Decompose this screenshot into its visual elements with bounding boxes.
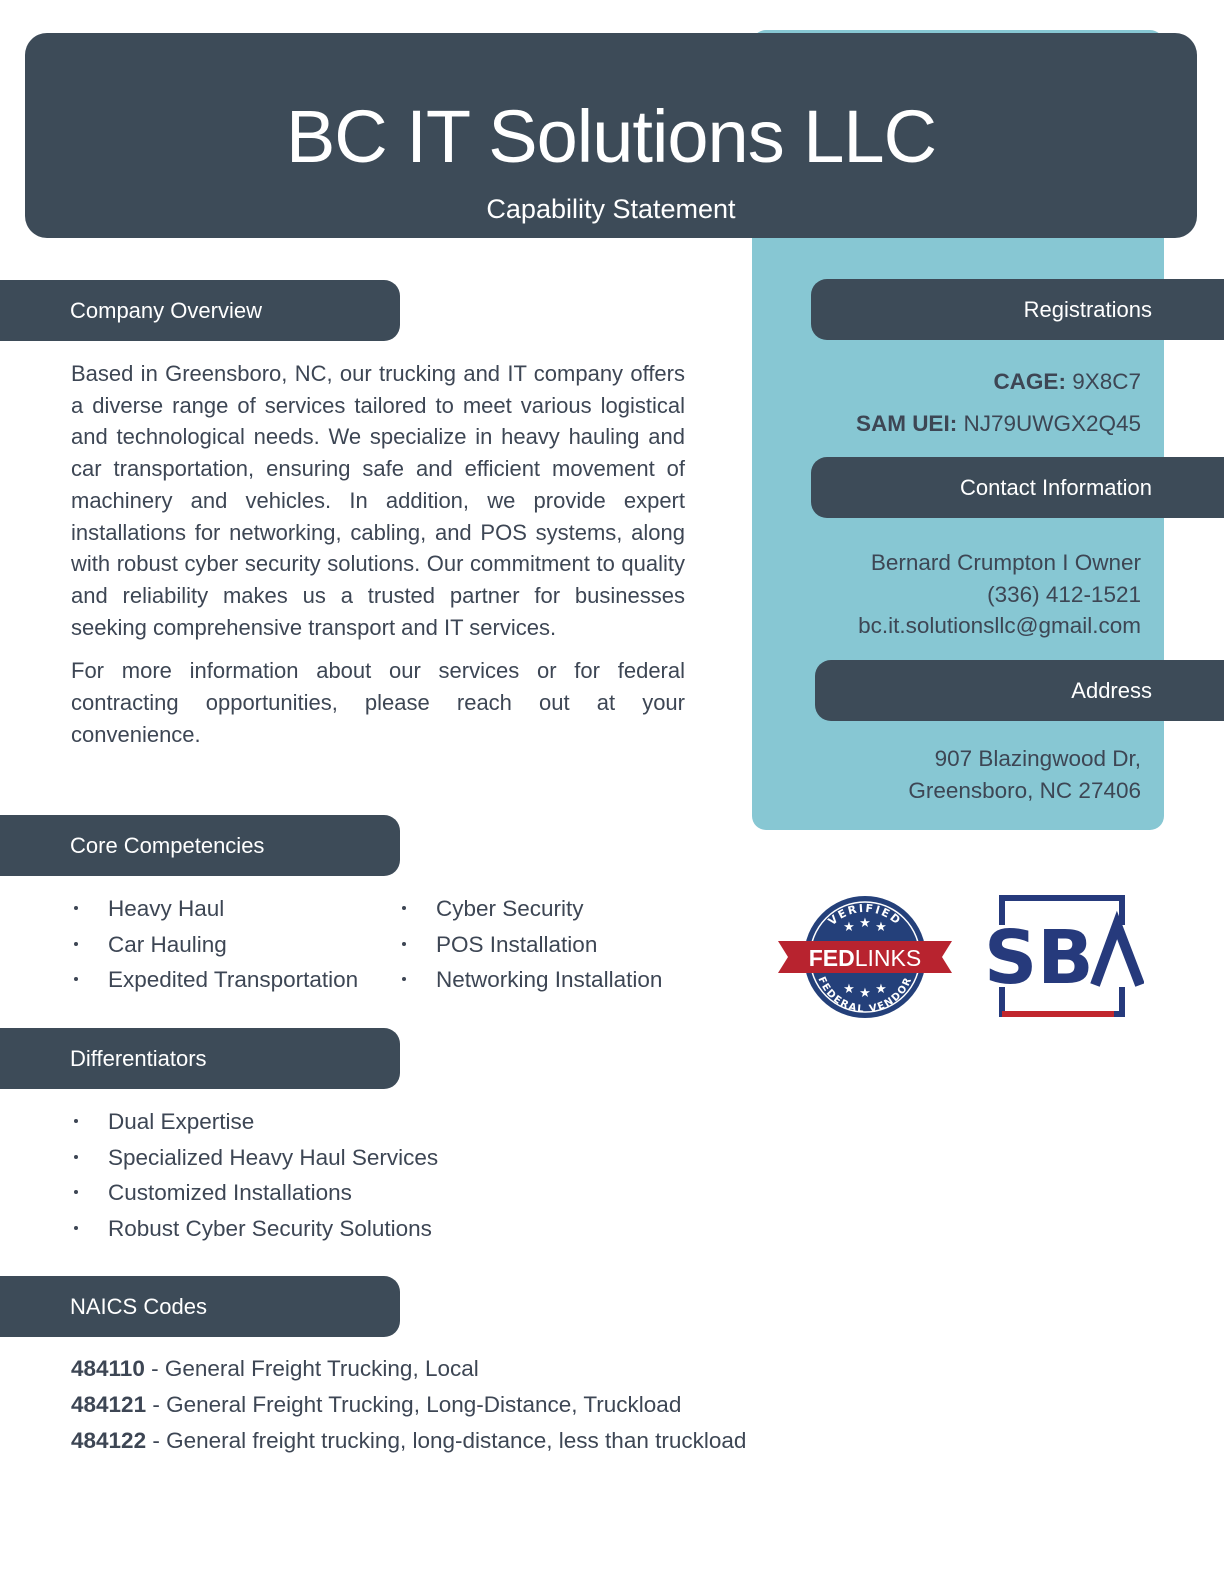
sam-label: SAM UEI: [855,411,958,436]
section-header-registrations: Registrations [811,279,1224,340]
section-header-core-competencies: Core Competencies [0,815,400,876]
address-line-1: 907 Blazingwood Dr, [934,746,1141,771]
bullet-icon [402,906,406,910]
company-title: BC IT Solutions LLC [285,95,937,178]
svg-text:★: ★ [859,916,871,931]
list-item [72,962,358,998]
cage-label: CAGE: [993,369,1066,394]
naics-description: - General freight trucking, long-distance, less than truckload [146,1427,747,1453]
badge-main-text: FEDLINKS [808,945,922,971]
list-item-label: Car Hauling [108,931,227,957]
list-item-label: Networking Installation [436,967,663,993]
list-item-label: Heavy Haul [108,896,225,921]
bullet-icon [74,906,78,910]
section-header-address: Address [815,660,1224,721]
naics-row [71,1351,746,1387]
list-item [400,891,662,927]
bullet-icon [74,1226,78,1230]
list-item [72,1140,438,1176]
overview-paragraph-1: Based in Greensboro, NC, our trucking and IT company offers a diverse range of services tailored to meet various logistical and technological needs. We specialize in heavy hauling and car transportation, ensuring safe and efficient movement of machinery and vehicles. In addition, we provide expert installations for networking, cabling, and POS systems, along with robust cyber security solutions. Our commitment to quality and reliability makes us a trusted partner for businesses seeking comprehensive transport and IT services. [71,361,685,640]
list-item-label: Robust Cyber Security Solutions [108,1215,432,1241]
core-competencies-list-1 [72,891,358,998]
svg-text:★: ★ [843,920,855,935]
page-header [25,33,1197,238]
registrations-block [856,361,1141,445]
contact-block [858,547,1141,642]
contact-phone[interactable]: (336) 412-1521 [987,581,1141,607]
naics-row [71,1423,746,1459]
cage-line [856,361,1141,403]
naics-row [71,1387,746,1423]
list-item [72,927,358,963]
badge-bottom-text: FEDERAL VENDOR [815,975,915,1016]
bullet-icon [74,977,78,981]
list-item-label: POS Installation [436,931,598,957]
section-header-contact: Contact Information [811,457,1224,518]
cage-value: 9X8C7 [1065,369,1141,394]
contact-email[interactable]: bc.it.solutionsllc@gmail.com [858,613,1141,639]
naics-code: 484110 [71,1356,145,1381]
list-item [400,962,662,998]
overview-paragraph-2: For more information about our services or for federal contracting opportunities, please reach out at your convenience. [71,658,685,747]
section-header-differentiators: Differentiators [0,1028,400,1089]
list-item-label: Customized Installations [108,1180,352,1206]
sba-logo-icon [982,895,1144,1021]
differentiators-list [72,1104,438,1246]
contact-name: Bernard Crumpton I Owner [870,550,1141,575]
list-item-label: Dual Expertise [108,1109,255,1134]
overview-text [71,358,685,762]
svg-text:★: ★ [875,982,887,997]
sam-value: NJ79UWGX2Q45 [957,411,1141,436]
badge-top-text: VERIFIED [825,901,905,929]
sam-line [856,403,1141,445]
document-subtitle: Capability Statement [486,194,736,224]
bullet-icon [74,1155,78,1159]
bullet-icon [402,942,406,946]
naics-description: - General Freight Trucking, Long-Distance, Truckload [146,1391,682,1417]
svg-text:★: ★ [859,986,871,1001]
list-item-label: Specialized Heavy Haul Services [108,1144,439,1170]
bullet-icon [402,977,406,981]
address-line-2: Greensboro, NC 27406 [908,777,1141,803]
bullet-icon [74,1190,78,1194]
svg-text:★: ★ [843,982,855,997]
fedlinks-verified-badge-icon [776,893,954,1023]
address-block [908,743,1141,806]
list-item [72,1104,438,1140]
list-item [400,927,662,963]
bullet-icon [74,942,78,946]
list-item [72,891,358,927]
naics-code: 484121 [71,1391,147,1417]
sba-a-mark [1095,925,1140,985]
sba-letters: SB [984,915,1094,1001]
list-item [72,1211,438,1247]
naics-codes-list [71,1351,746,1458]
svg-text:★: ★ [875,920,887,935]
list-item [72,1175,438,1211]
naics-description: - General Freight Trucking, Local [144,1356,479,1381]
section-header-overview: Company Overview [0,280,400,341]
core-competencies-list-2 [400,891,662,998]
naics-code: 484122 [71,1427,147,1453]
bullet-icon [74,1119,78,1123]
section-header-naics: NAICS Codes [0,1276,400,1337]
list-item-label: Cyber Security [436,896,584,921]
list-item-label: Expedited Transportation [108,967,359,993]
